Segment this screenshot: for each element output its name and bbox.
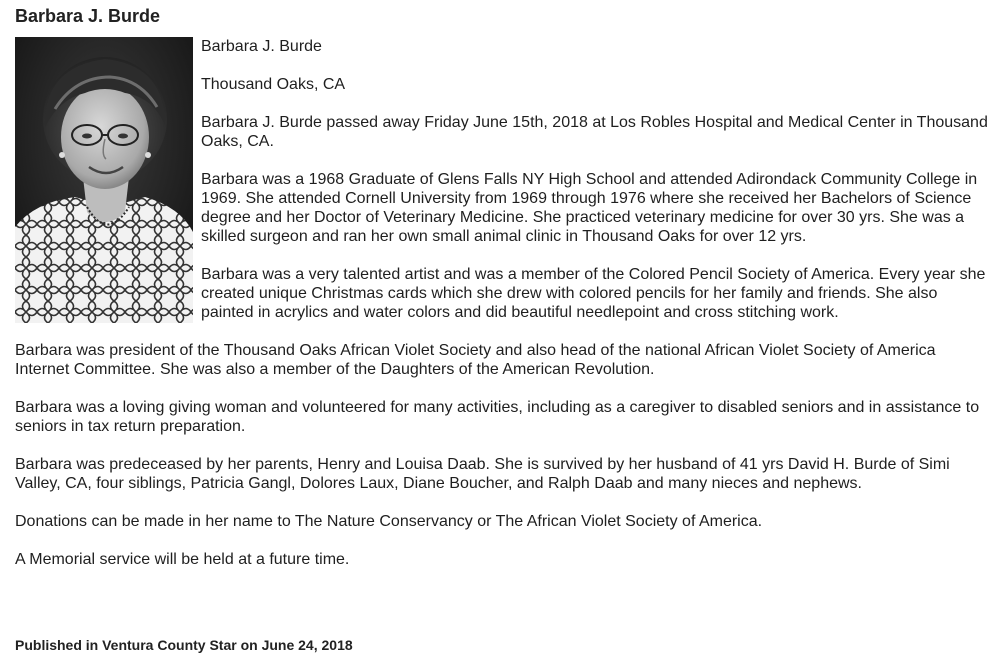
paragraph-memorial: A Memorial service will be held at a future time. bbox=[15, 551, 350, 568]
portrait-photo bbox=[15, 37, 193, 323]
published-line: Published in Ventura County Star on June 24, 2018 bbox=[15, 637, 353, 653]
paragraph-location: Thousand Oaks, CA bbox=[201, 76, 346, 93]
paragraph-passing: Barbara J. Burde passed away Friday June 15th, 2018 at Los Robles Hospital and Medical Center in Thousand Oaks, CA. bbox=[201, 114, 988, 150]
paragraph-name: Barbara J. Burde bbox=[201, 38, 322, 55]
obituary-page bbox=[15, 0, 990, 588]
paragraph-violet-society: Barbara was president of the Thousand Oaks African Violet Society and also head of the national African Violet Society of America Internet Committee. She was also a member of the Daughters of the American Revolution. bbox=[15, 342, 936, 378]
paragraph-family: Barbara was predeceased by her parents, Henry and Louisa Daab. She is survived by her husband of 41 yrs David H. Burde of Simi Valley, CA, four siblings, Patricia Gangl, Dolores Laux, Diane Boucher, and Ralph Daab and many nieces and nephews. bbox=[15, 456, 950, 492]
paragraph-donations: Donations can be made in her name to The Nature Conservancy or The African Violet Society of America. bbox=[15, 513, 763, 530]
paragraph-artist: Barbara was a very talented artist and was a member of the Colored Pencil Society of America. Every year she created unique Christmas cards which she drew with colored pencils for her family and friends. She also painted in acrylics and water colors and did beautiful needlepoint and cross stitching work. bbox=[201, 266, 986, 321]
paragraph-volunteer: Barbara was a loving giving woman and volunteered for many activities, including as a caregiver to disabled seniors and in assistance to seniors in tax return preparation. bbox=[15, 399, 980, 435]
obituary-title: Barbara J. Burde bbox=[15, 6, 161, 26]
paragraph-education: Barbara was a 1968 Graduate of Glens Falls NY High School and attended Adirondack Community College in 1969. She attended Cornell University from 1969 through 1976 where she received her Bachelors of Science degree and her Doctor of Veterinary Medicine. She practiced veterinary medicine for over 30 yrs. She was a skilled surgeon and ran her own small animal clinic in Thousand Oaks for over 12 yrs. bbox=[201, 171, 978, 245]
